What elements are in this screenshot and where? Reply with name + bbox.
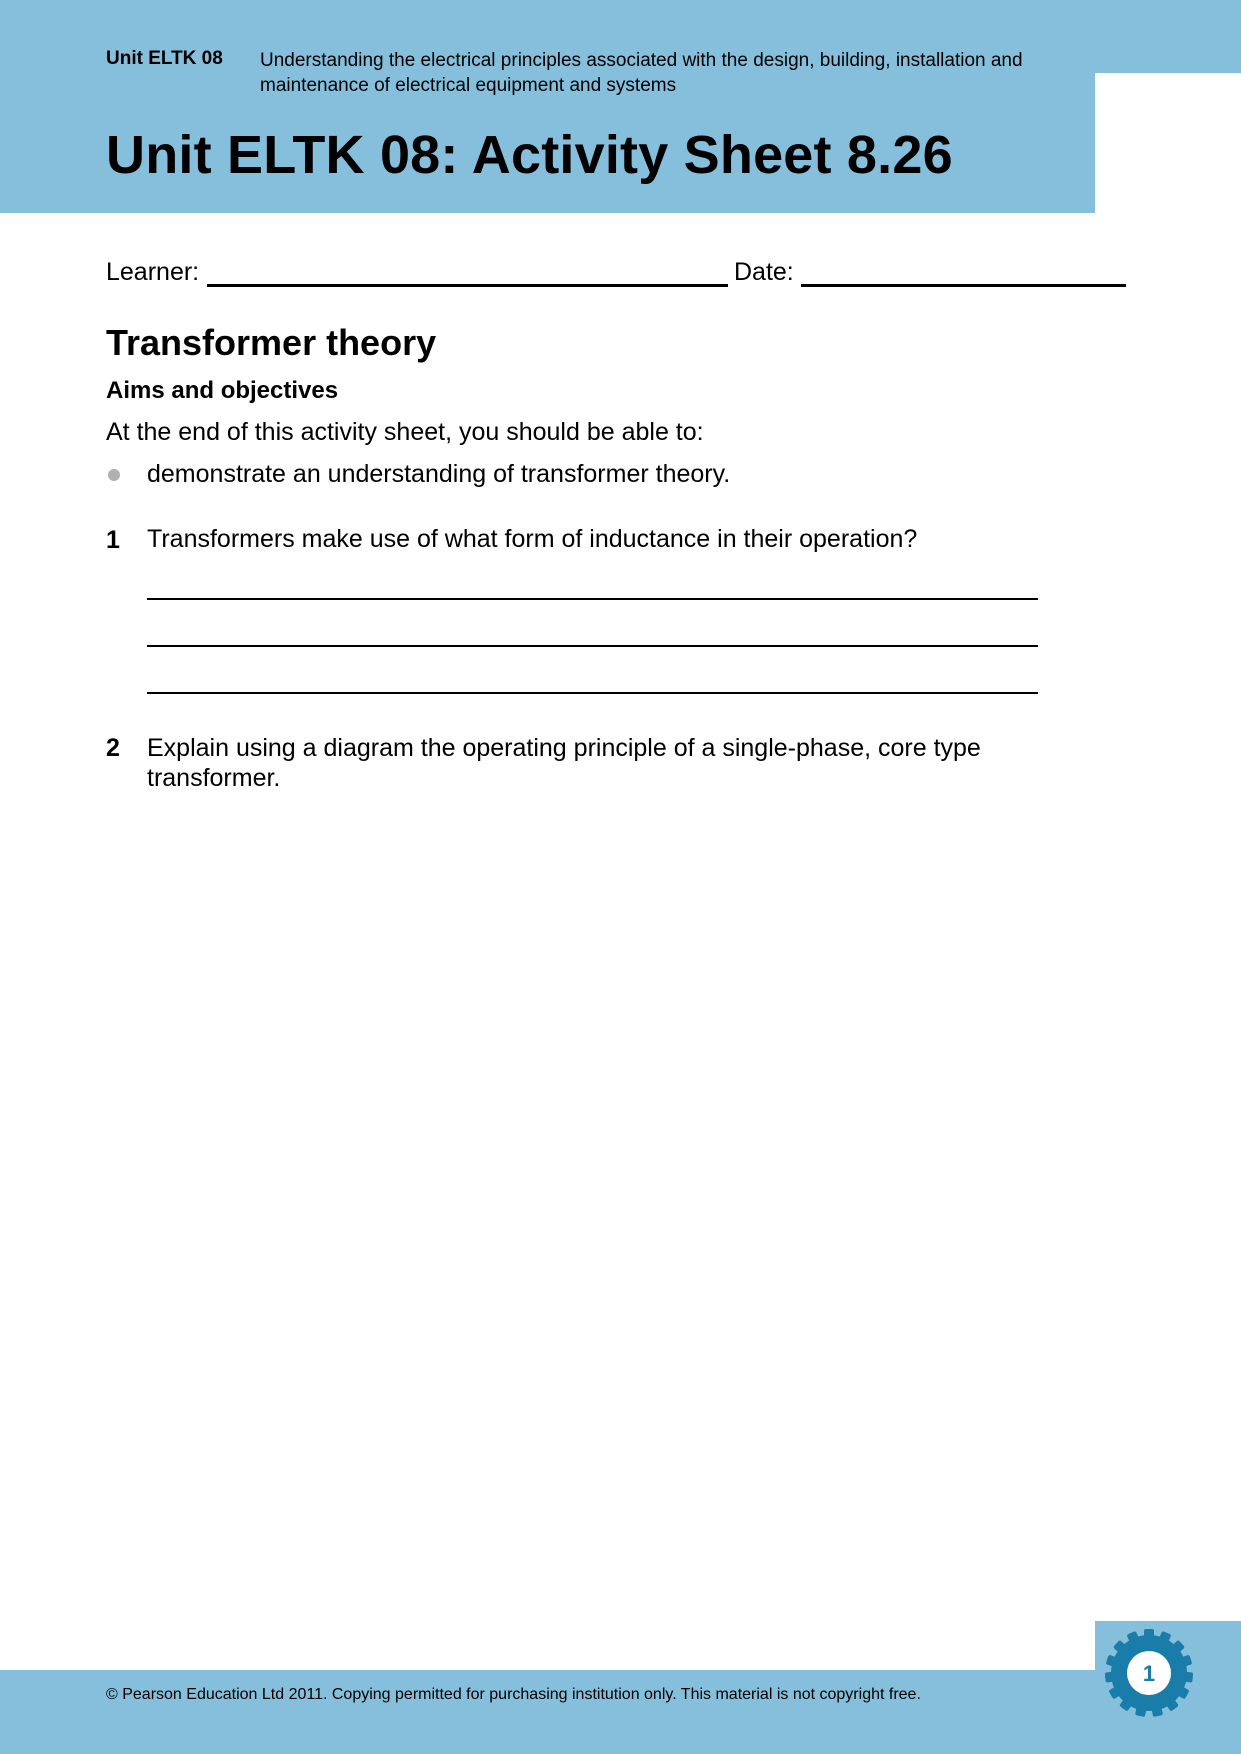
answer-line[interactable] [147,692,1038,694]
aims-intro: At the end of this activity sheet, you should be able to: [106,418,704,446]
bullet-icon [108,469,120,481]
section-title: Transformer theory [106,322,437,363]
page-number: 1 [1142,1661,1156,1686]
page-number-badge [1103,1627,1195,1719]
question-text: Explain using a diagram the operating principle of a single-phase, core type transformer. [147,734,981,792]
learner-label: Learner: [106,258,200,286]
page-title: Unit ELTK 08: Activity Sheet 8.26 [106,125,953,185]
header-band-extension [1095,0,1241,73]
unit-description: Understanding the electrical principles associated with the design, building, installation and maintenance of electrical equipment and systems [260,50,1023,96]
date-field[interactable] [801,284,1126,287]
aims-heading: Aims and objectives [106,377,339,404]
question-number: 2 [106,734,120,762]
question-text: Transformers make use of what form of inductance in their operation? [147,525,918,553]
learner-field[interactable] [207,284,728,287]
unit-code: Unit ELTK 08 [106,48,223,69]
answer-line[interactable] [147,645,1038,647]
copyright-notice: © Pearson Education Ltd 2011. Copying permitted for purchasing institution only. This material is not copyright free. [106,1686,921,1703]
objective-item: demonstrate an understanding of transformer theory. [147,460,731,488]
footer-band [0,1670,1241,1754]
answer-line[interactable] [147,598,1038,600]
question-number: 1 [106,526,120,554]
date-label: Date: [734,258,794,286]
